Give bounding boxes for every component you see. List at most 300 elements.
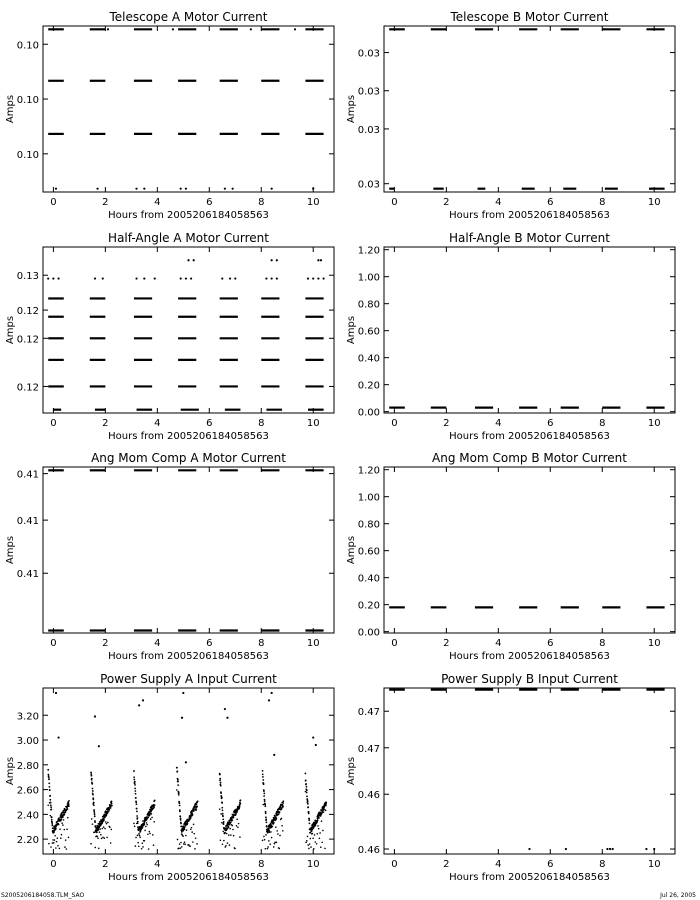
x-tick-label: 10	[647, 418, 661, 429]
data-point	[178, 794, 180, 796]
plot-frame	[43, 247, 334, 413]
data-point	[305, 783, 307, 785]
data-point	[96, 831, 98, 833]
data-point	[111, 805, 113, 807]
data-point	[230, 822, 232, 824]
y-tick-label: 0.03	[357, 48, 380, 60]
data-point	[184, 841, 186, 843]
data-point	[224, 708, 226, 710]
data-point	[146, 819, 148, 821]
data-point	[178, 792, 180, 794]
data-point	[149, 831, 151, 833]
data-point	[306, 786, 308, 788]
data-point	[47, 769, 49, 771]
data-point	[265, 816, 267, 818]
data-point	[317, 259, 319, 261]
data-point	[196, 809, 198, 811]
data-point	[138, 704, 140, 706]
data-point	[96, 188, 98, 190]
data-point	[177, 780, 179, 782]
data-point	[65, 839, 67, 841]
x-axis-label: Hours from 2005206184058563	[108, 872, 269, 883]
chart-telescope-b	[346, 10, 675, 221]
data-point	[50, 802, 52, 804]
data-point	[271, 188, 273, 190]
data-point	[67, 808, 69, 810]
data-point	[111, 803, 113, 805]
data-point	[232, 829, 234, 831]
chart-title: Telescope A Motor Current	[109, 10, 268, 24]
data-point	[111, 829, 113, 831]
x-tick-label: 2	[102, 418, 109, 429]
data-point	[53, 842, 55, 844]
x-tick-label: 4	[495, 418, 502, 429]
data-point	[316, 833, 318, 835]
data-point	[308, 811, 310, 813]
data-point	[61, 822, 63, 824]
data-point	[178, 848, 180, 850]
data-point	[274, 842, 276, 844]
data-point	[92, 823, 94, 825]
chart-title: Ang Mom Comp A Motor Current	[91, 451, 286, 465]
data-point	[135, 845, 137, 847]
data-point	[142, 846, 144, 848]
data-point	[177, 779, 179, 781]
data-point	[186, 829, 188, 831]
data-point	[143, 823, 145, 825]
data-point	[100, 834, 102, 836]
x-tick-label: 0	[391, 638, 398, 649]
x-tick-label: 8	[599, 859, 606, 870]
x-tick-label: 10	[647, 638, 661, 649]
data-point	[191, 831, 193, 833]
data-point	[262, 770, 264, 772]
data-point	[222, 831, 224, 833]
data-point	[265, 834, 267, 836]
data-point	[307, 836, 309, 838]
plot-frame	[384, 26, 675, 192]
data-point	[281, 807, 283, 809]
data-point	[185, 761, 187, 763]
x-tick-label: 2	[443, 638, 450, 649]
data-point	[312, 837, 314, 839]
data-point	[224, 832, 226, 834]
data-point	[225, 845, 227, 847]
data-point	[238, 823, 240, 825]
data-point	[645, 848, 647, 850]
data-point	[317, 825, 319, 827]
data-point	[177, 784, 179, 786]
data-point	[57, 277, 59, 279]
data-point	[263, 790, 265, 792]
data-point	[149, 814, 151, 816]
y-axis-label: Amps	[346, 315, 357, 345]
data-point	[279, 835, 281, 837]
data-point	[179, 802, 181, 804]
data-point	[222, 843, 224, 845]
data-point	[53, 831, 55, 833]
data-point	[187, 822, 189, 824]
data-point	[91, 775, 93, 777]
x-tick-label: 8	[599, 197, 606, 208]
x-tick-label: 0	[50, 197, 57, 208]
data-point	[51, 823, 53, 825]
y-tick-label: 0.41	[16, 516, 39, 528]
data-point	[136, 808, 138, 810]
data-point	[192, 841, 194, 843]
data-point	[319, 837, 321, 839]
data-point	[653, 848, 655, 850]
data-point	[177, 839, 179, 841]
data-point	[141, 848, 143, 850]
data-point	[107, 822, 109, 824]
data-point	[187, 259, 189, 261]
data-point	[134, 790, 136, 792]
data-point	[263, 793, 265, 795]
data-point	[271, 277, 273, 279]
data-point	[606, 848, 608, 850]
x-tick-label: 8	[258, 638, 265, 649]
y-tick-label: 3.20	[16, 711, 39, 723]
data-point	[235, 812, 237, 814]
data-point	[223, 840, 225, 842]
data-point	[221, 277, 223, 279]
data-point	[262, 840, 264, 842]
data-point	[55, 188, 57, 190]
y-tick-label: 0.46	[357, 790, 380, 802]
data-point	[137, 817, 139, 819]
data-point	[221, 807, 223, 809]
data-point	[93, 804, 95, 806]
data-point	[56, 837, 58, 839]
x-tick-label: 10	[306, 638, 320, 649]
data-point	[219, 774, 221, 776]
x-axis-label: Hours from 2005206184058563	[108, 210, 269, 221]
chart-half-angle-b	[346, 231, 675, 442]
data-point	[145, 826, 147, 828]
data-point	[52, 842, 54, 844]
data-point	[184, 828, 186, 830]
data-point	[309, 822, 311, 824]
x-tick-label: 6	[547, 859, 554, 870]
data-point	[55, 828, 57, 830]
data-point	[190, 817, 192, 819]
data-point	[183, 843, 185, 845]
data-point	[282, 802, 284, 804]
data-point	[222, 809, 224, 811]
data-point	[151, 813, 153, 815]
data-point	[98, 847, 100, 849]
data-point	[189, 845, 191, 847]
data-point	[312, 277, 314, 279]
data-point	[222, 815, 224, 817]
x-tick-label: 2	[443, 197, 450, 208]
y-tick-label: 1.00	[357, 492, 380, 504]
x-axis-label: Hours from 2005206184058563	[108, 431, 269, 442]
x-tick-label: 0	[50, 418, 57, 429]
data-point	[262, 779, 264, 781]
chart-telescope-a	[5, 10, 334, 221]
data-point	[94, 847, 96, 849]
data-point	[133, 779, 135, 781]
y-tick-label: 2.60	[16, 785, 39, 797]
data-point	[94, 715, 96, 717]
data-point	[305, 842, 307, 844]
y-axis-label: Amps	[346, 756, 357, 786]
series	[187, 259, 322, 261]
data-point	[268, 830, 270, 832]
data-point	[320, 846, 322, 848]
x-tick-label: 10	[306, 859, 320, 870]
data-point	[273, 754, 275, 756]
data-point	[135, 801, 137, 803]
data-point	[49, 799, 51, 801]
y-tick-label: 1.20	[357, 245, 380, 257]
data-point	[310, 846, 312, 848]
data-point	[54, 835, 56, 837]
data-point	[220, 785, 222, 787]
data-point	[267, 848, 269, 850]
data-point	[265, 277, 267, 279]
data-point	[196, 805, 198, 807]
series	[47, 767, 327, 850]
data-point	[239, 836, 241, 838]
data-point	[143, 188, 145, 190]
data-point	[180, 188, 182, 190]
data-point	[262, 776, 264, 778]
y-tick-label: 0.80	[357, 299, 380, 311]
data-point	[57, 845, 59, 847]
y-tick-label: 0.12	[16, 334, 39, 346]
data-point	[90, 773, 92, 775]
x-tick-label: 0	[50, 859, 57, 870]
data-point	[276, 259, 278, 261]
data-point	[52, 839, 54, 841]
data-point	[232, 188, 234, 190]
data-point	[48, 778, 50, 780]
data-point	[110, 842, 112, 844]
data-point	[239, 806, 241, 808]
x-tick-label: 4	[154, 859, 161, 870]
data-point	[109, 827, 111, 829]
data-point	[325, 801, 327, 803]
data-point	[270, 831, 272, 833]
data-point	[282, 830, 284, 832]
data-point	[275, 826, 277, 828]
data-point	[316, 843, 318, 845]
data-point	[233, 817, 235, 819]
data-point	[274, 815, 276, 817]
data-point	[50, 806, 52, 808]
data-point	[54, 839, 56, 841]
y-tick-label: 0.12	[16, 382, 39, 394]
x-tick-label: 8	[599, 418, 606, 429]
y-tick-label: 0.10	[16, 40, 39, 52]
y-tick-label: 0.41	[16, 469, 39, 481]
data-point	[154, 277, 156, 279]
data-point	[268, 699, 270, 701]
data-point	[197, 800, 199, 802]
data-point	[194, 848, 196, 850]
data-point	[318, 817, 320, 819]
data-point	[101, 838, 103, 840]
data-point	[221, 802, 223, 804]
data-point	[319, 832, 321, 834]
y-axis-label: Amps	[346, 94, 357, 124]
data-point	[264, 800, 266, 802]
data-point	[102, 837, 104, 839]
data-point	[308, 819, 310, 821]
data-point	[136, 815, 138, 817]
data-point	[308, 848, 310, 850]
data-point	[226, 833, 228, 835]
data-point	[314, 834, 316, 836]
data-point	[93, 801, 95, 803]
data-point	[51, 821, 53, 823]
data-point	[236, 825, 238, 827]
data-point	[180, 277, 182, 279]
series	[55, 692, 317, 764]
data-point	[106, 837, 108, 839]
data-point	[192, 814, 194, 816]
x-tick-label: 4	[154, 638, 161, 649]
data-point	[182, 835, 184, 837]
data-point	[318, 828, 320, 830]
data-point	[60, 818, 62, 820]
data-point	[99, 821, 101, 823]
data-point	[134, 781, 136, 783]
y-tick-label: 0.00	[357, 627, 380, 639]
y-tick-label: 0.47	[357, 707, 380, 719]
data-point	[138, 845, 140, 847]
data-point	[49, 786, 51, 788]
data-point	[51, 825, 53, 827]
data-point	[190, 829, 192, 831]
data-point	[219, 778, 221, 780]
data-point	[309, 843, 311, 845]
data-point	[147, 833, 149, 835]
y-tick-label: 0.60	[357, 546, 380, 558]
x-tick-label: 6	[547, 638, 554, 649]
x-tick-label: 10	[306, 197, 320, 208]
y-axis-label: Amps	[346, 535, 357, 565]
x-tick-label: 2	[102, 197, 109, 208]
data-point	[48, 783, 50, 785]
data-point	[139, 836, 141, 838]
data-point	[308, 813, 310, 815]
data-point	[64, 846, 66, 848]
data-point	[193, 810, 195, 812]
data-point	[221, 797, 223, 799]
data-point	[94, 821, 96, 823]
data-point	[294, 28, 296, 30]
chart-ang-mom-b	[346, 451, 675, 662]
data-point	[179, 815, 181, 817]
data-point	[221, 822, 223, 824]
data-point	[49, 789, 51, 791]
y-tick-label: 0.47	[357, 743, 380, 755]
data-point	[108, 811, 110, 813]
data-point	[154, 804, 156, 806]
data-point	[135, 188, 137, 190]
data-point	[263, 783, 265, 785]
x-tick-label: 10	[647, 197, 661, 208]
data-point	[323, 808, 325, 810]
data-point	[310, 838, 312, 840]
data-point	[273, 822, 275, 824]
data-point	[146, 824, 148, 826]
data-point	[220, 813, 222, 815]
plot-frame	[43, 26, 334, 192]
data-point	[240, 799, 242, 801]
data-point	[67, 817, 69, 819]
data-point	[104, 837, 106, 839]
data-point	[104, 828, 106, 830]
data-point	[47, 774, 49, 776]
data-point	[98, 745, 100, 747]
data-point	[153, 807, 155, 809]
data-point	[224, 188, 226, 190]
data-point	[59, 848, 61, 850]
data-point	[94, 816, 96, 818]
data-point	[91, 778, 93, 780]
data-point	[134, 782, 136, 784]
chart-title: Half-Angle B Motor Current	[449, 231, 610, 245]
x-tick-label: 8	[258, 859, 265, 870]
y-tick-label: 0.03	[357, 179, 380, 191]
data-point	[193, 824, 195, 826]
data-point	[97, 838, 99, 840]
data-point	[48, 843, 50, 845]
data-point	[271, 837, 273, 839]
y-axis-label: Amps	[5, 315, 16, 345]
data-point	[63, 829, 65, 831]
data-point	[179, 843, 181, 845]
chart-ang-mom-a	[5, 451, 334, 662]
data-point	[136, 810, 138, 812]
series	[55, 28, 314, 190]
footer-date: Jul 26, 2005	[660, 892, 696, 899]
data-point	[182, 692, 184, 694]
data-point	[135, 277, 137, 279]
plot-frame	[384, 688, 675, 854]
data-point	[94, 814, 96, 816]
data-point	[265, 818, 267, 820]
y-tick-label: 0.20	[357, 600, 380, 612]
x-tick-label: 4	[154, 418, 161, 429]
x-tick-label: 0	[391, 418, 398, 429]
data-point	[137, 835, 139, 837]
data-point	[229, 844, 231, 846]
data-point	[230, 834, 232, 836]
data-point	[92, 790, 94, 792]
data-point	[184, 843, 186, 845]
data-point	[47, 277, 49, 279]
data-point	[142, 842, 144, 844]
data-point	[264, 839, 266, 841]
data-point	[222, 818, 224, 820]
data-point	[93, 812, 95, 814]
data-point	[229, 828, 231, 830]
footer-filename: S2005206184058.TLM_SAO	[1, 892, 85, 899]
data-point	[223, 823, 225, 825]
data-point	[307, 806, 309, 808]
data-point	[172, 28, 174, 30]
data-point	[264, 803, 266, 805]
data-point	[135, 793, 137, 795]
data-point	[103, 819, 105, 821]
data-point	[51, 819, 53, 821]
